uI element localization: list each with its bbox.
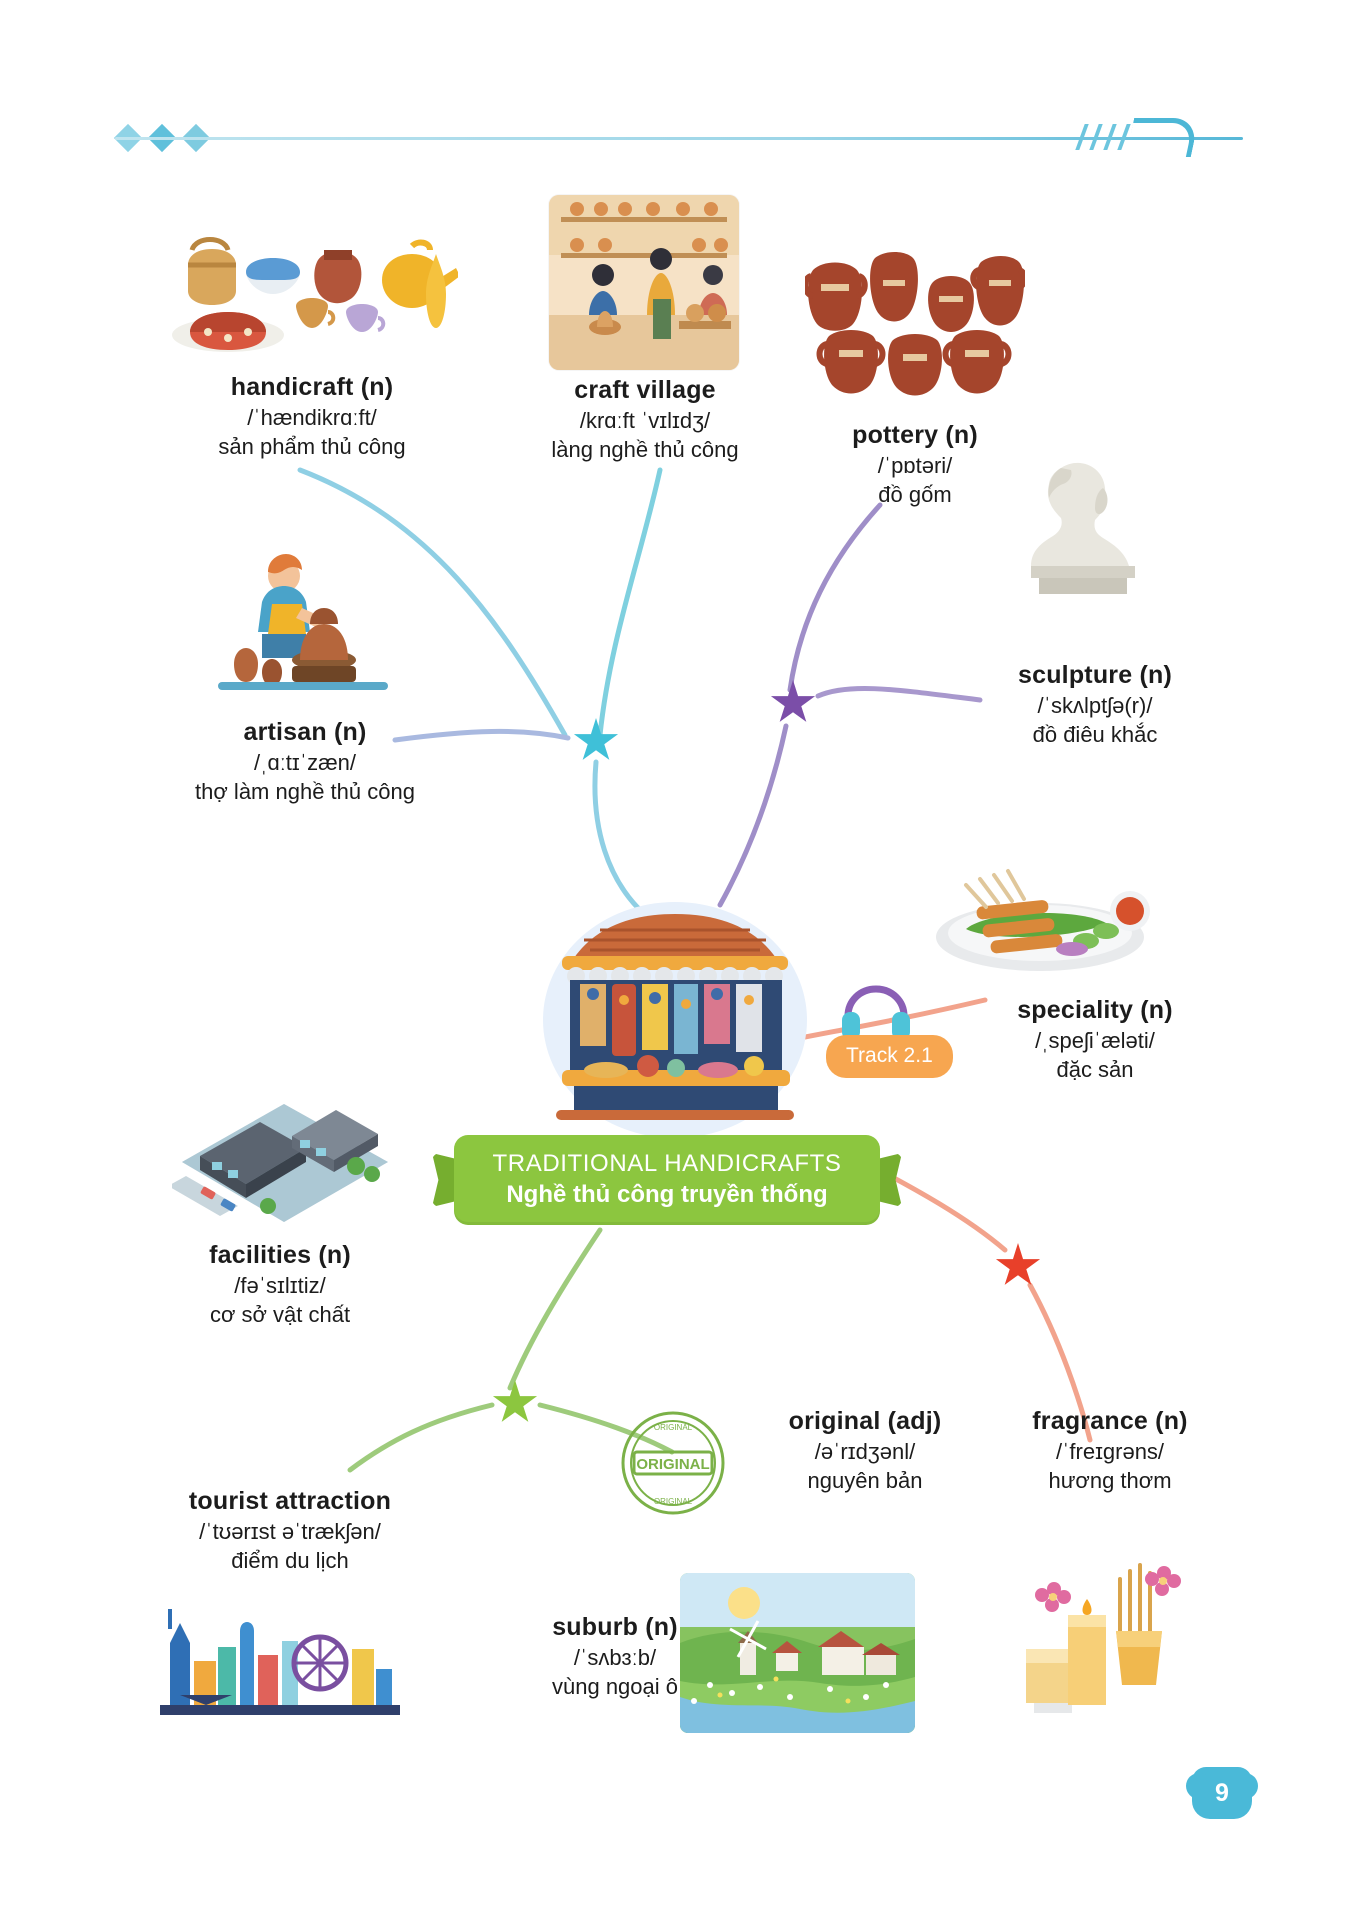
audio-track-badge[interactable]: Track 2.1 <box>826 1035 953 1078</box>
craft-village-photo <box>549 195 739 370</box>
connector-star-red <box>995 1243 1041 1289</box>
artisan-illustration <box>218 548 388 703</box>
word-fragrance <box>955 1406 1265 1496</box>
handicraft-market-stall-illustration <box>540 880 810 1140</box>
word-handicraft <box>122 372 502 462</box>
word-vietnamese: làng nghề thủ công <box>551 437 739 463</box>
word-speciality <box>930 995 1260 1085</box>
page-number-badge <box>1192 1767 1252 1819</box>
word-vietnamese: hương thơm <box>1048 1468 1172 1494</box>
word-pottery <box>760 420 1070 510</box>
page-number-text: 9 <box>1215 1778 1229 1807</box>
header-divider <box>115 137 1243 140</box>
connector-star-purple <box>770 680 816 726</box>
word-suburb <box>470 1612 760 1702</box>
word-term: tourist attraction <box>188 1487 392 1515</box>
word-vietnamese: điểm du lịch <box>231 1548 349 1574</box>
word-ipa: /ˈhændikrɑːft/ <box>247 404 377 430</box>
word-ipa: /əˈrɪdʒənl/ <box>814 1438 916 1464</box>
header-swoosh-decoration <box>1126 118 1199 157</box>
tourist-attraction-illustration <box>160 1585 400 1715</box>
word-artisan <box>130 717 480 807</box>
word-ipa: /ˌspeʃiˈæləti/ <box>1035 1027 1155 1053</box>
word-term: craft village <box>574 376 716 404</box>
center-banner <box>432 1135 902 1225</box>
word-ipa: /ˌɑːtɪˈzæn/ <box>254 749 356 775</box>
fragrance-illustration <box>1012 1545 1187 1725</box>
word-term: facilities (n) <box>209 1241 351 1269</box>
banner-title-english: TRADITIONAL HANDICRAFTS <box>492 1150 842 1178</box>
word-term: handicraft (n) <box>230 373 394 401</box>
word-vietnamese: thợ làm nghề thủ công <box>195 779 415 805</box>
word-term: artisan (n) <box>243 718 367 746</box>
word-ipa: /ˈsʌbɜːb/ <box>573 1644 657 1670</box>
word-term: sculpture (n) <box>1018 661 1172 689</box>
banner-text-wrapper <box>454 1135 880 1225</box>
word-vietnamese: đồ gốm <box>878 482 952 508</box>
word-term: original (adj) <box>788 1407 942 1435</box>
word-vietnamese: vùng ngoại ô <box>552 1674 678 1700</box>
facilities-illustration <box>172 1070 397 1230</box>
word-ipa: /ˈpɒtəri/ <box>877 452 953 478</box>
handicraft-illustration <box>168 220 458 370</box>
word-ipa: /ˈskʌlptʃə(r)/ <box>1037 692 1153 718</box>
speciality-illustration <box>920 845 1160 980</box>
word-ipa: /ˈtʊərɪst əˈtrækʃən/ <box>199 1518 381 1544</box>
word-tourist-attraction <box>120 1486 460 1576</box>
stamp-inner-text: ORIGINAL <box>636 1456 710 1473</box>
word-facilities <box>110 1240 450 1330</box>
word-ipa: /ˈfreɪɡrəns/ <box>1055 1438 1165 1464</box>
word-vietnamese: cơ sở vật chất <box>209 1302 351 1328</box>
stamp-outer-text-top: ORIGINAL <box>653 1423 693 1432</box>
word-vietnamese: đồ điêu khắc <box>1032 722 1158 748</box>
word-vietnamese: sản phẩm thủ công <box>218 434 406 460</box>
connector-star-green <box>492 1380 538 1426</box>
word-ipa: /krɑːft ˈvɪlɪdʒ/ <box>579 407 711 433</box>
word-term: speciality (n) <box>1017 996 1173 1024</box>
connector-star-teal <box>573 718 619 764</box>
banner-title-vietnamese: Nghề thủ công truyền thống <box>506 1181 828 1209</box>
pottery-illustration <box>805 240 1025 405</box>
word-term: pottery (n) <box>852 421 978 449</box>
word-sculpture <box>930 660 1260 750</box>
word-term: suburb (n) <box>552 1613 678 1641</box>
word-ipa: /fəˈsɪlɪtiz/ <box>234 1272 326 1298</box>
stamp-outer-text-bottom: ORIGINAL <box>653 1497 693 1506</box>
word-term: fragrance (n) <box>1032 1407 1188 1435</box>
word-vietnamese: đặc sản <box>1056 1057 1134 1083</box>
word-vietnamese: nguyên bản <box>807 1468 923 1494</box>
